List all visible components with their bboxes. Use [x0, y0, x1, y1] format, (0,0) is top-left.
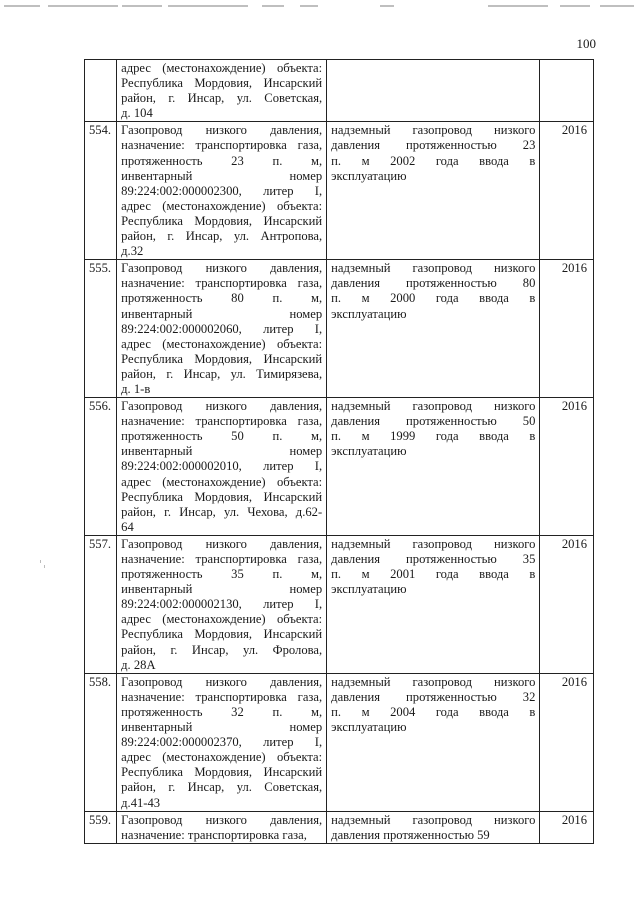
object-description-line: п. м 2004 года ввода в — [331, 704, 536, 719]
object-description-line: эксплуатацию — [331, 720, 407, 735]
object-name-line: д.41-43 — [121, 795, 161, 810]
object-name-cell — [117, 535, 327, 673]
object-name-line: назначение: транспортировка газа, — [121, 276, 323, 291]
object-name-line: Газопровод низкого давления, — [121, 674, 323, 689]
object-name-line: Газопровод низкого давления, — [121, 123, 323, 138]
object-name-line: 89:224:002:000002370, литер I, — [121, 735, 323, 750]
object-description-line: давления протяженностью 80 — [331, 276, 536, 291]
object-name-line: протяженность 50 п. м, — [121, 429, 323, 444]
object-name-line: адрес (местонахождение) объекта: — [121, 61, 323, 75]
object-name-line: инвентарный номер — [121, 168, 323, 183]
object-name-line: д. 1-в — [121, 381, 151, 396]
row-number: 557. — [85, 535, 117, 673]
page-number: 100 — [576, 36, 596, 51]
object-name-line: инвентарный номер — [121, 582, 323, 597]
object-name-line: адрес (местонахождение) объекта: — [121, 336, 323, 351]
object-description-line: надземный газопровод низкого — [331, 536, 536, 551]
object-description-line: п. м 2001 года ввода в — [331, 567, 536, 582]
object-name-line: Республика Мордовия, Инсарский — [121, 765, 323, 780]
object-description-cell — [327, 398, 540, 536]
property-registry-table — [84, 59, 594, 844]
object-description-line: давления протяженностью 50 — [331, 414, 536, 429]
object-name-line: протяженность 80 п. м, — [121, 291, 323, 306]
object-name-line: 89:224:002:000002060, литер I, — [121, 321, 323, 336]
object-name-line: Газопровод низкого давления, — [121, 536, 323, 551]
object-name-line: район, г. Инсар, ул. Чехова, д.62- — [121, 504, 323, 519]
object-name-line: Газопровод низкого давления, — [121, 812, 323, 827]
table-row — [85, 811, 594, 843]
object-name-line: протяженность 35 п. м, — [121, 567, 323, 582]
scan-speck — [44, 565, 45, 568]
object-description-line: надземный газопровод низкого — [331, 399, 536, 414]
object-name-line: адрес (местонахождение) объекта: — [121, 612, 323, 627]
object-name-line: инвентарный номер — [121, 720, 323, 735]
object-name-cell — [117, 122, 327, 260]
object-name-cell — [117, 60, 327, 122]
object-description-line: давления протяженностью 59 — [331, 827, 490, 842]
object-description-cell — [327, 673, 540, 811]
object-name-cell — [117, 811, 327, 843]
object-name-line: д. 28А — [121, 657, 156, 672]
object-name-line: район, г. Инсар, ул. Советская, — [121, 780, 323, 795]
object-name-line: район, г. Инсар, ул. Советская, — [121, 91, 323, 106]
object-name-line: назначение: транспортировка газа, — [121, 827, 307, 842]
object-name-line: назначение: транспортировка газа, — [121, 414, 323, 429]
object-name-line: протяженность 32 п. м, — [121, 704, 323, 719]
object-name-line: протяженность 23 п. м, — [121, 153, 323, 168]
scan-artifact-strip — [0, 5, 640, 13]
object-description-line: давления протяженностью 32 — [331, 689, 536, 704]
object-name-line: 64 — [121, 519, 134, 534]
object-description-cell — [327, 535, 540, 673]
object-description-line: п. м 2002 года ввода в — [331, 153, 536, 168]
object-description-cell — [327, 260, 540, 398]
object-description-line: надземный газопровод низкого — [331, 812, 536, 827]
year-cell: 2016 — [540, 811, 594, 843]
object-description-line: эксплуатацию — [331, 168, 407, 183]
object-description-line: надземный газопровод низкого — [331, 674, 536, 689]
table-row — [85, 398, 594, 536]
object-name-line: Газопровод низкого давления, — [121, 399, 323, 414]
object-description-line: давления протяженностью 35 — [331, 552, 536, 566]
table-row — [85, 122, 594, 260]
object-name-line: инвентарный номер — [121, 444, 323, 459]
object-description-cell — [327, 811, 540, 843]
object-name-line: Республика Мордовия, Инсарский — [121, 627, 323, 642]
object-name-line: 89:224:002:000002130, литер I, — [121, 597, 323, 612]
year-cell: 2016 — [540, 260, 594, 398]
object-name-line: назначение: транспортировка газа, — [121, 689, 323, 704]
row-number: 558. — [85, 673, 117, 811]
object-name-line: д.32 — [121, 244, 144, 259]
object-name-line: район, г. Инсар, ул. Фролова, — [121, 642, 323, 657]
row-number: 554. — [85, 122, 117, 260]
row-number: 556. — [85, 398, 117, 536]
object-name-line: назначение: транспортировка газа, — [121, 138, 323, 153]
row-number: 559. — [85, 811, 117, 843]
object-description-line: эксплуатацию — [331, 306, 407, 321]
year-cell: 2016 — [540, 398, 594, 536]
object-name-line: назначение: транспортировка газа, — [121, 552, 323, 566]
object-name-line: адрес (местонахождение) объекта: — [121, 750, 323, 765]
object-name-line: район, г. Инсар, ул. Антропова, — [121, 229, 323, 244]
table-row — [85, 260, 594, 398]
object-description-line: эксплуатацию — [331, 444, 407, 459]
table-row — [85, 535, 594, 673]
object-name-line: 89:224:002:000002010, литер I, — [121, 459, 323, 474]
object-name-line: д. 104 — [121, 106, 153, 121]
object-description-line: надземный газопровод низкого — [331, 123, 536, 138]
object-name-line: Республика Мордовия, Инсарский — [121, 489, 323, 504]
year-cell: 2016 — [540, 122, 594, 260]
object-description-line: эксплуатацию — [331, 582, 407, 597]
year-cell: 2016 — [540, 673, 594, 811]
object-description-cell — [327, 60, 540, 122]
object-name-line: район, г. Инсар, ул. Тимирязева, — [121, 366, 323, 381]
object-name-line: Республика Мордовия, Инсарский — [121, 213, 323, 228]
scan-speck — [40, 560, 41, 563]
object-description-cell — [327, 122, 540, 260]
table-row — [85, 60, 594, 122]
table-body — [85, 60, 594, 844]
object-name-line: 89:224:002:000002300, литер I, — [121, 183, 323, 198]
object-description-line: п. м 2000 года ввода в — [331, 291, 536, 306]
object-name-cell — [117, 260, 327, 398]
object-name-line: Республика Мордовия, Инсарский — [121, 351, 323, 366]
table-row — [85, 673, 594, 811]
year-cell: 2016 — [540, 535, 594, 673]
object-name-cell — [117, 673, 327, 811]
row-number: 555. — [85, 260, 117, 398]
object-name-line: инвентарный номер — [121, 306, 323, 321]
object-name-cell — [117, 398, 327, 536]
object-description-line: п. м 1999 года ввода в — [331, 429, 536, 444]
row-number — [85, 60, 117, 122]
year-cell — [540, 60, 594, 122]
object-name-line: адрес (местонахождение) объекта: — [121, 198, 323, 213]
object-name-line: Газопровод низкого давления, — [121, 261, 323, 276]
object-description-line: надземный газопровод низкого — [331, 261, 536, 276]
object-name-line: адрес (местонахождение) объекта: — [121, 474, 323, 489]
object-name-line: Республика Мордовия, Инсарский — [121, 76, 323, 91]
object-description-line: давления протяженностью 23 — [331, 138, 536, 153]
